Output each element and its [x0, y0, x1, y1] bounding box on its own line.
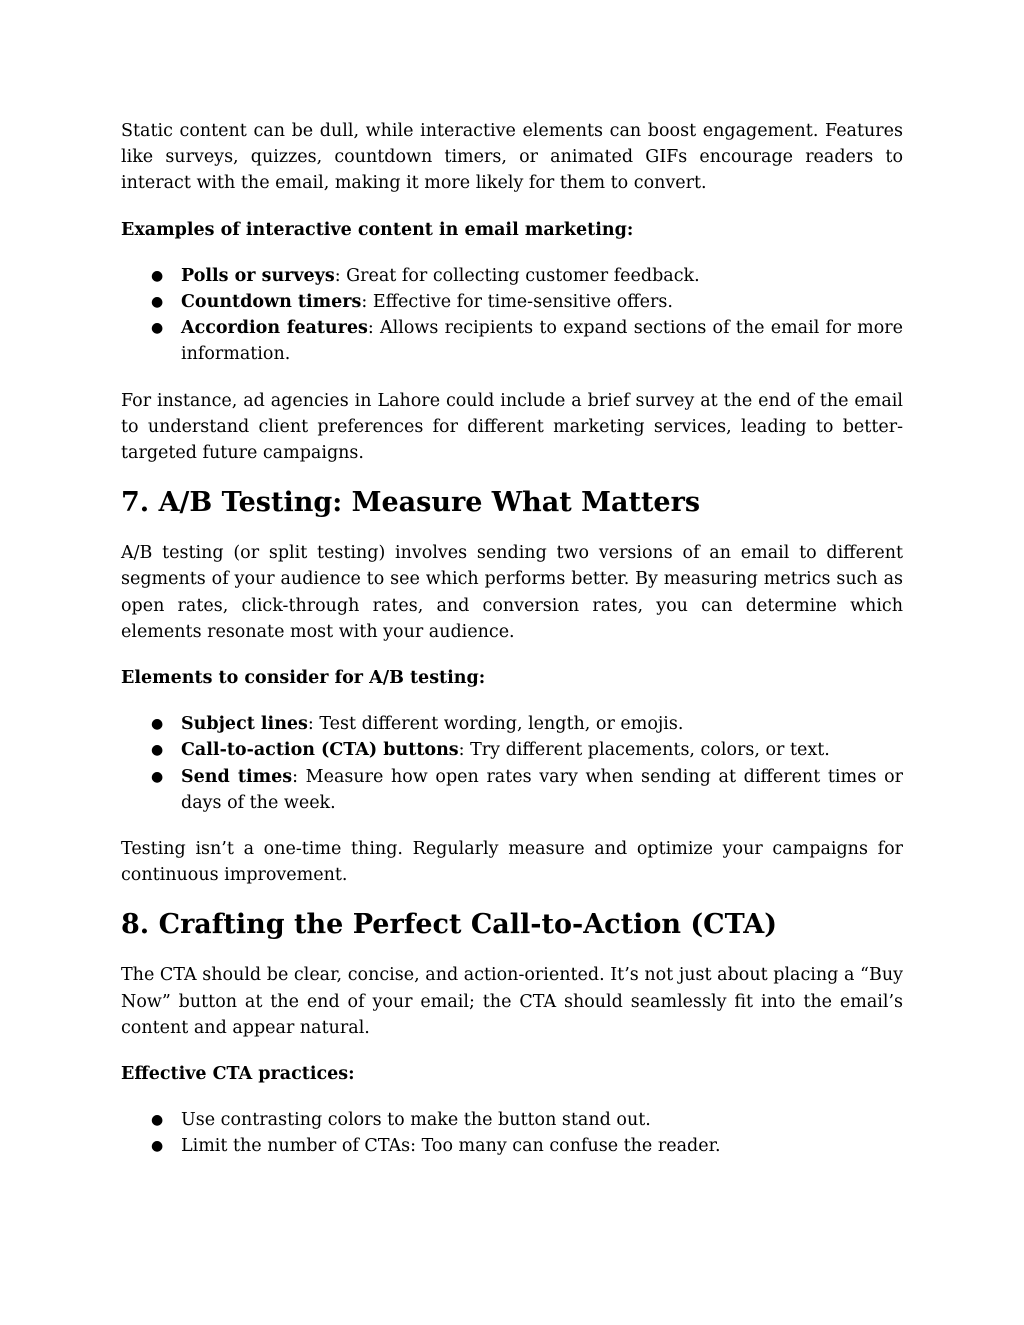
- list-item-term: Polls or surveys: [181, 265, 335, 286]
- interactive-examples-heading: Examples of interactive content in email marketing:: [121, 219, 634, 240]
- list-item: [121, 711, 903, 737]
- list-item: [121, 315, 903, 367]
- section-8-paragraph: The CTA should be clear, concise, and action-oriented. It’s not just about placing a “Buy Now” button at the end of your email; the CTA should seamlessly fit into the email’s content and appear natural.: [121, 965, 903, 1038]
- bullet-icon: ●: [151, 1112, 164, 1129]
- cta-practices-list: [121, 1107, 903, 1159]
- list-item: [121, 737, 903, 763]
- bullet-icon: ●: [151, 320, 164, 337]
- list-item-term: Accordion features: [181, 318, 368, 339]
- cta-practices-heading: Effective CTA practices:: [121, 1064, 355, 1085]
- testing-paragraph: Testing isn’t a one-time thing. Regularly measure and optimize your campaigns for continuous improvement.: [121, 839, 903, 886]
- bullet-icon: ●: [151, 716, 164, 733]
- document-page: [121, 118, 903, 1180]
- intro-paragraph: Static content can be dull, while interactive elements can boost engagement. Features like surveys, quizzes, countdown timers, or animated GIFs encourage readers to interact with the email, making it more likely for them to convert.: [121, 121, 903, 194]
- lahore-paragraph: For instance, ad agencies in Lahore could include a brief survey at the end of the email to understand client preferences for different marketing services, leading to better-targeted future campaigns.: [121, 390, 903, 464]
- list-item: [121, 1133, 903, 1159]
- section-7-paragraph: A/B testing (or split testing) involves sending two versions of an email to different segments of your audience to see which performs better. By measuring metrics such as open rates, click-through rates, and conversion rates, you can determine which elements resonate most with your audience.: [121, 543, 903, 642]
- list-item-term: Send times: [181, 766, 293, 787]
- list-item-text: Use contrasting colors to make the button stand out.: [181, 1110, 651, 1131]
- bullet-icon: ●: [151, 294, 164, 311]
- list-item-text: : Effective for time-sensitive offers.: [361, 292, 673, 313]
- list-item-text: : Test different wording, length, or emojis.: [307, 714, 684, 735]
- list-item: [121, 1107, 903, 1133]
- list-item-term: Subject lines: [181, 714, 308, 735]
- list-item-text: : Try different placements, colors, or text.: [458, 740, 830, 761]
- list-item-term: Countdown timers: [181, 292, 362, 313]
- list-item: [121, 764, 903, 816]
- list-item-text: : Great for collecting customer feedback.: [334, 265, 700, 286]
- interactive-examples-list: [121, 263, 903, 368]
- bullet-icon: ●: [151, 768, 164, 785]
- list-item: [121, 289, 903, 315]
- bullet-icon: ●: [151, 267, 164, 284]
- ab-testing-elements-list: [121, 711, 903, 816]
- ab-testing-elements-heading: Elements to consider for A/B testing:: [121, 668, 486, 689]
- bullet-icon: ●: [151, 1138, 164, 1155]
- list-item-text: : Allows recipients to expand sections of the email for more information.: [181, 318, 903, 365]
- section-7-heading: 7. A/B Testing: Measure What Matters: [121, 487, 701, 519]
- list-item-text: Limit the number of CTAs: Too many can confuse the reader.: [181, 1136, 721, 1157]
- section-8-heading: 8. Crafting the Perfect Call-to-Action (CTA): [121, 909, 777, 941]
- list-item-text: : Measure how open rates vary when sending at different times or days of the week.: [181, 766, 903, 813]
- list-item: [121, 263, 903, 289]
- bullet-icon: ●: [151, 742, 164, 759]
- list-item-term: Call-to-action (CTA) buttons: [181, 740, 459, 761]
